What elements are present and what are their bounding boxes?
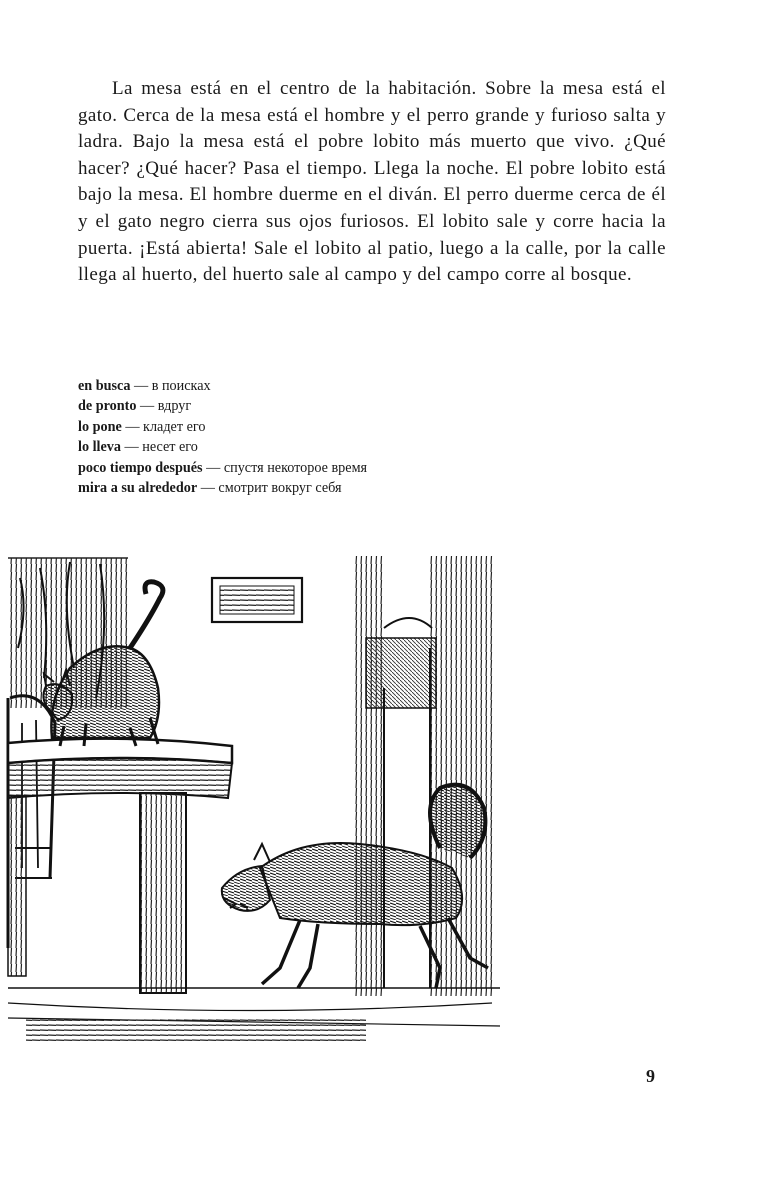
glossary-entry	[78, 417, 518, 437]
glossary-translation: вдруг	[157, 398, 192, 415]
glossary-translation: смотрит вокруг себя	[218, 480, 342, 497]
story-illustration	[0, 548, 500, 1048]
glossary-translation: спустя некоторое время	[223, 459, 368, 476]
glossary-term: en busca	[78, 378, 131, 394]
glossary-term: poco tiempo después	[78, 459, 203, 476]
glossary-dash: —	[202, 459, 224, 476]
glossary-term: lo lleva	[78, 439, 121, 456]
glossary-entry	[78, 376, 518, 396]
glossary-dash: —	[197, 480, 219, 497]
body-paragraph: La mesa está en el centro de la habitación. Sobre la mesa está el gato. Cerca de la mesa está el hombre y el perro grande y furioso salta y ladra. Bajo la mesa está el pobre lobito más muerto que vivo. ¿Qué hacer? ¿Qué hacer? Pasa el tiempo. Llega la noche. El pobre lobito está bajo la mesa. El hombre duerme en el diván. El perro duerme cerca de él y el gato negro cierra sus ojos furiosos. El lobito sale y corre hacia la puerta. ¡Está abierta! Sale el lobito al patio, luego a la calle, por la calle llega al huerto, del huerto sale al campo y del campo corre al bosque.	[78, 78, 666, 286]
glossary-term: mira a su alrededor	[78, 480, 198, 497]
glossary-translation: кладет его	[143, 418, 206, 435]
picture-frame	[212, 578, 302, 622]
glossary-term: lo pone	[78, 418, 122, 435]
glossary-entry	[78, 478, 518, 498]
glossary-term: de pronto	[78, 398, 137, 415]
table	[8, 739, 232, 993]
page-number: 9	[646, 1066, 655, 1086]
glossary-translation: несет его	[142, 439, 198, 456]
glossary-entry	[78, 437, 518, 457]
glossary-dash: —	[120, 439, 143, 456]
glossary-translation: в поисках	[151, 378, 211, 394]
glossary-dash: —	[130, 378, 152, 394]
glossary-dash: —	[121, 418, 144, 435]
glossary-entry	[78, 458, 518, 478]
vocabulary-glossary	[78, 376, 518, 498]
glossary-dash: —	[136, 398, 158, 415]
glossary-entry	[78, 396, 518, 416]
door-frame	[354, 556, 494, 1016]
